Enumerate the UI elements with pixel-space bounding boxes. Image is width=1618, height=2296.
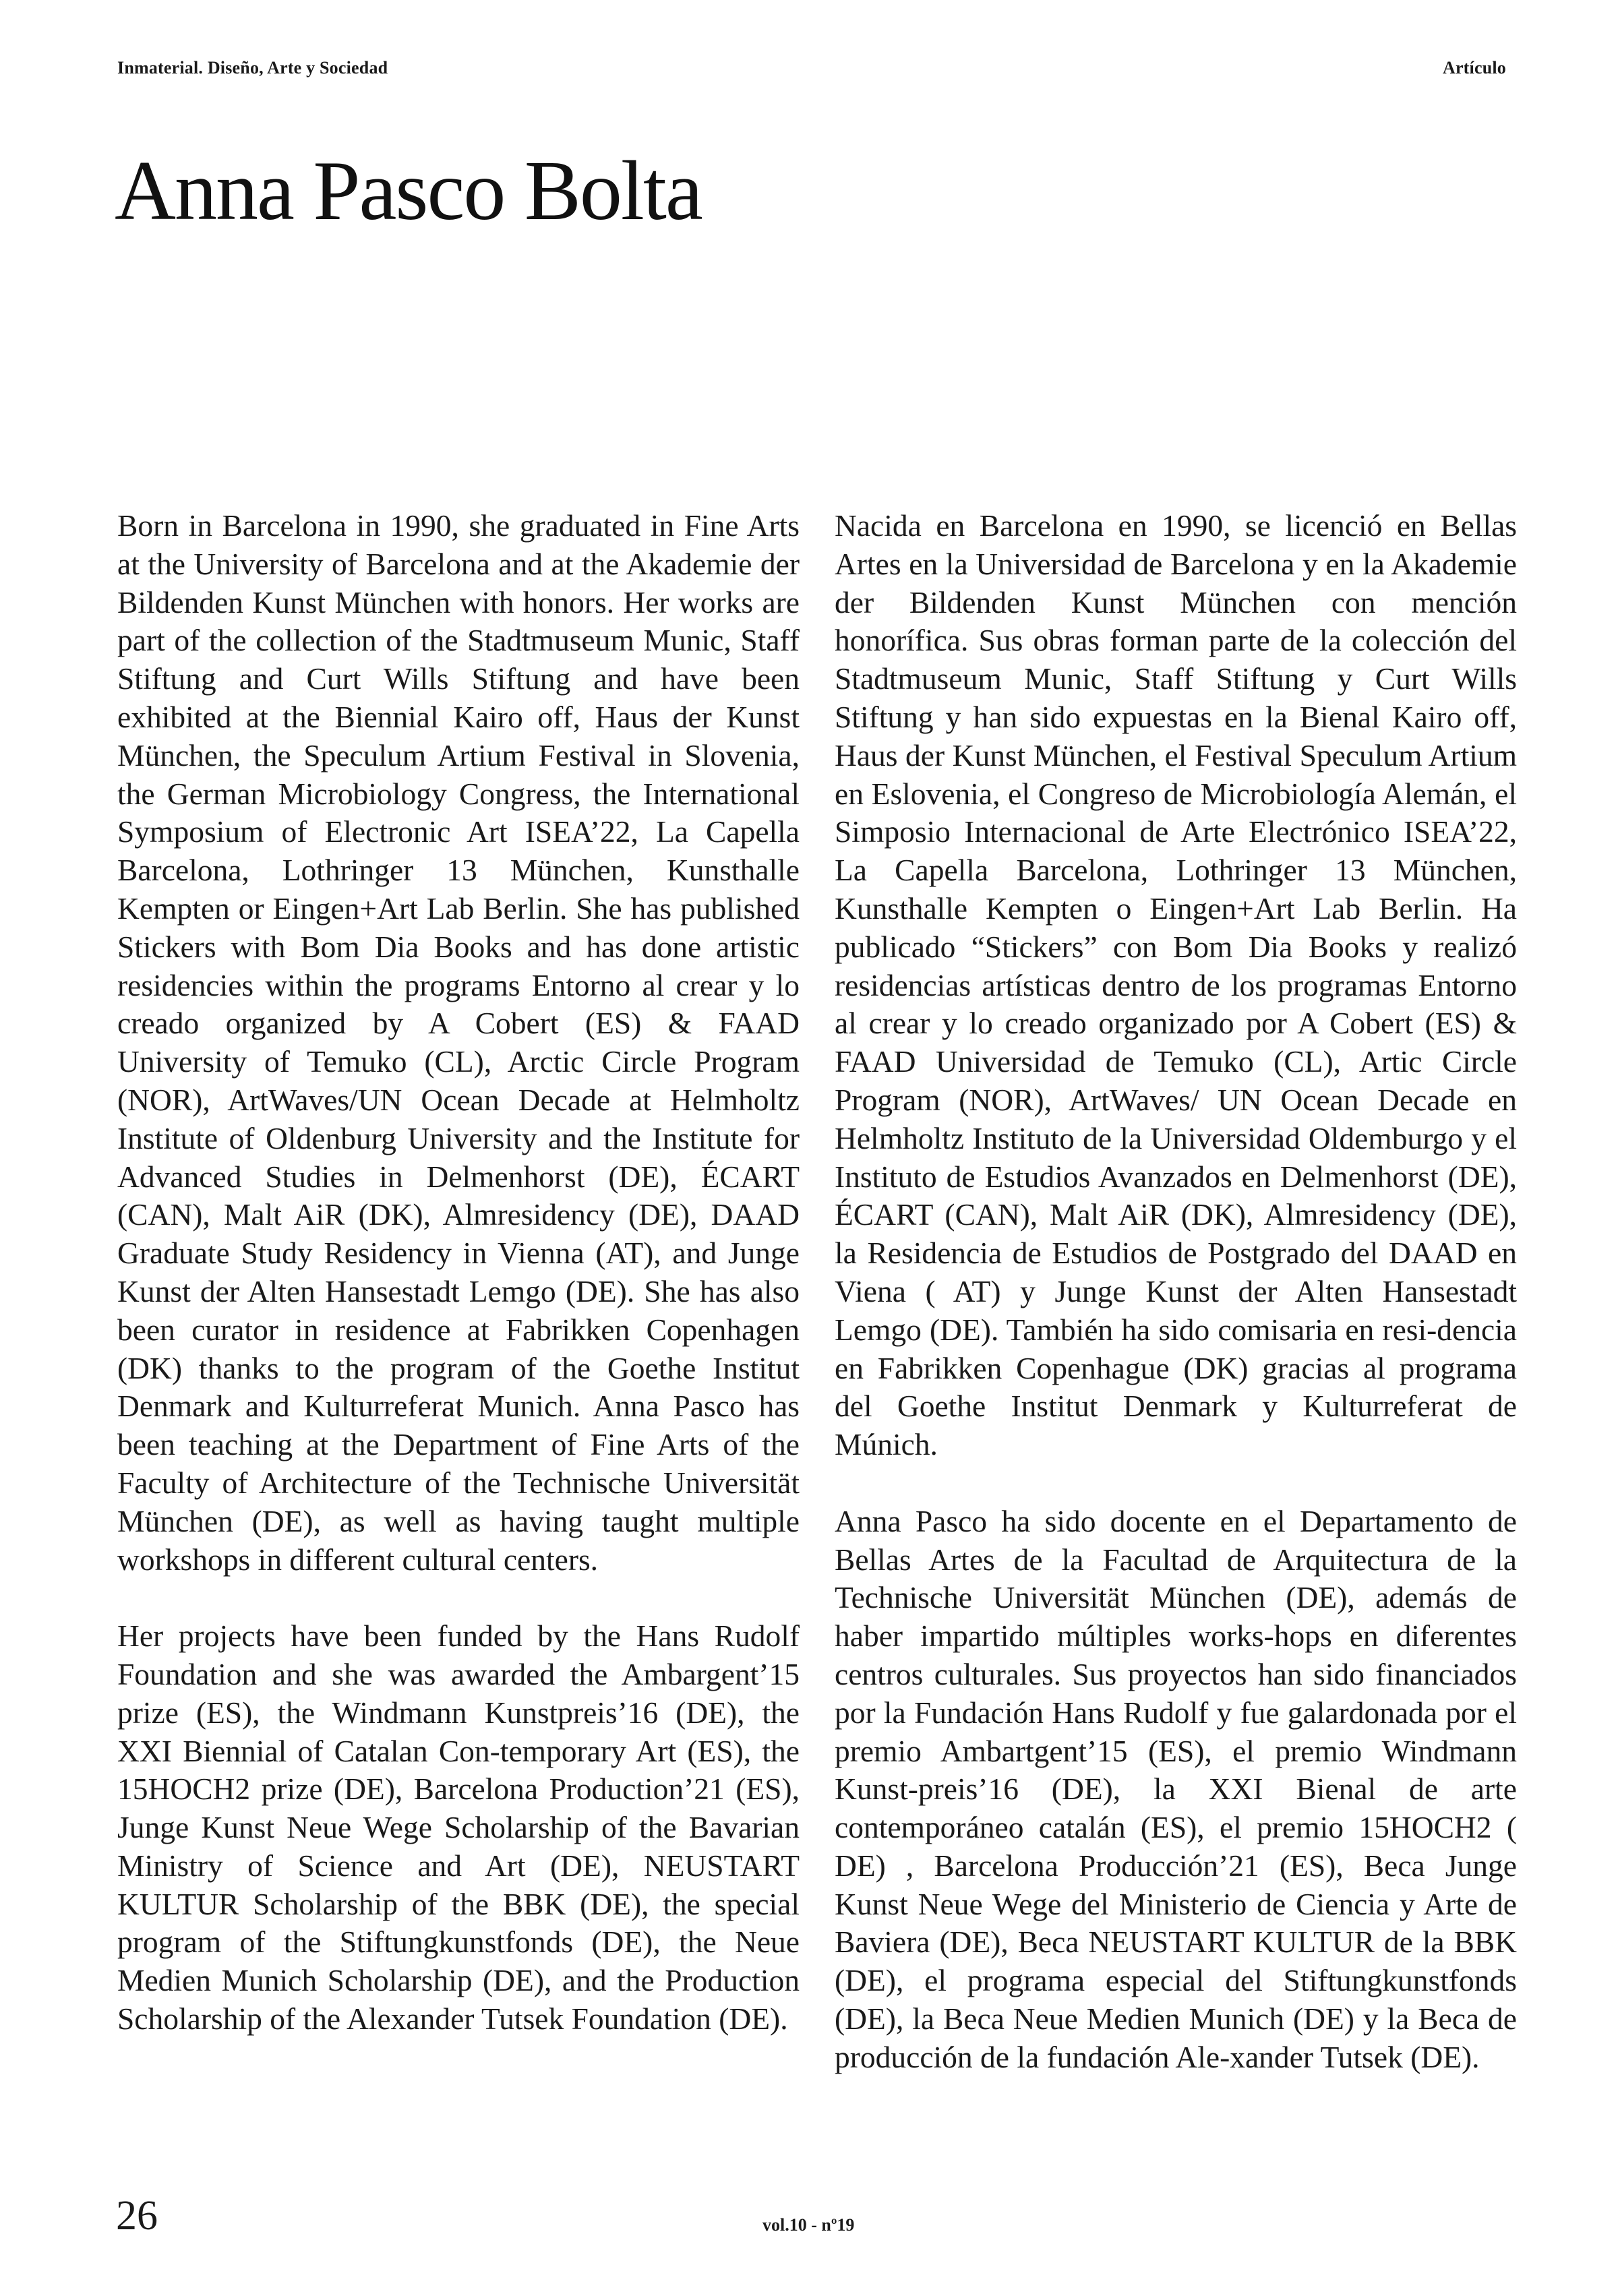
spanish-paragraph-1: Nacida en Barcelona en 1990, se licenció en Bellas Artes en la Universidad de Barcelona y en la Akademie der Bildenden Kunst München con mención honorífica. Sus obras forman parte de la colección del Stadtmuseum Munic, Staff Stiftung y Curt Wills Stiftung y han sido expuestas en la Bienal Kairo off, Haus der Kunst München, el Festival Speculum Artium en Eslovenia, el Congreso de Microbiología Alemán, el Simposio Internacional de Arte Electrónico ISEA’22, La Capella Barcelona, Lothringer 13 München, Kunsthalle Kempten o Eingen+Art Lab Berlin. Ha publicado “Stickers” con Bom Dia Books y realizó residencias artísticas dentro de los programas Entorno al crear y lo creado organizado por A Cobert (ES) & FAAD Universidad de Temuko (CL), Artic Circle Program (NOR), ArtWaves/ UN Ocean Decade en Helmholtz Instituto de la Universidad Oldemburgo y el Instituto de Estudios Avanzados en Delmenhorst (DE), ÉCART (CAN), Malt AiR (DK), Almresidency (DE), la Residencia de Estudios de Postgrado del DAAD en Viena ( AT) y Junge Kunst der Alten Hansestadt Lemgo (DE). También ha sido comisaria en resi-dencia en Fabrikken Copenhague (DK) gracias al programa del Goethe Institut Denmark y Kulturreferat de Múnich. bbox=[835, 508, 1517, 1462]
issue-label: vol.10 - nº19 bbox=[762, 2215, 855, 2235]
journal-name: Inmaterial. Diseño, Arte y Sociedad bbox=[117, 58, 388, 78]
spanish-column bbox=[835, 507, 1517, 2077]
english-column bbox=[117, 507, 800, 2038]
english-paragraph-2: Her projects have been funded by the Hans Rudolf Foundation and she was awarded the Ambargent’15 prize (ES), the Windmann Kunstpreis’16 (DE), the XXI Biennial of Catalan Con-temporary Art (ES), the 15HOCH2 prize (DE), Barcelona Production’21 (ES), Junge Kunst Neue Wege Scholarship of the Bavarian Ministry of Science and Art (DE), NEUSTART KULTUR Scholarship of the BBK (DE), the special program of the Stiftungkunstfonds (DE), the Neue Medien Munich Scholarship (DE), and the Production Scholarship of the Alexander Tutsek Foundation (DE). bbox=[117, 1619, 800, 2036]
spanish-paragraph-2: Anna Pasco ha sido docente en el Departamento de Bellas Artes de la Facultad de Arquitectura de la Technische Universität München (DE), además de haber impartido múltiples works-hops en diferentes centros culturales. Sus proyectos han sido financiados por la Fundación Hans Rudolf y fue galardonada por el premio Ambartgent’15 (ES), el premio Windmann Kunst-preis’16 (DE), la XXI Bienal de arte contemporáneo catalán (ES), el premio 15HOCH2 ( DE) , Barcelona Producción’21 (ES), Beca Junge Kunst Neue Wege del Ministerio de Ciencia y Arte de Baviera (DE), Beca NEUSTART KULTUR de la BBK (DE), el programa especial del Stiftungkunstfonds (DE), la Beca Neue Medien Munich (DE) y la Beca de producción de la fundación Ale-xander Tutsek (DE). bbox=[835, 1503, 1517, 2074]
english-paragraph-1: Born in Barcelona in 1990, she graduated in Fine Arts at the University of Barcelona and at the Akademie der Bildenden Kunst München with honors. Her works are part of the collection of the Stadtmuseum Munic, Staff Stiftung and Curt Wills Stiftung and have been exhibited at the Biennial Kairo off, Haus der Kunst München, the Speculum Artium Festival in Slovenia, the German Microbiology Congress, the International Symposium of Electronic Art ISEA’22, La Capella Barcelona, Lothringer 13 München, Kunsthalle Kempten or Eingen+Art Lab Berlin. She has published Stickers with Bom Dia Books and has done artistic residencies within the programs Entorno al crear y lo creado organized by A Cobert (ES) & FAAD University of Temuko (CL), Arctic Circle Program (NOR), ArtWaves/UN Ocean Decade at Helmholtz Institute of Oldenburg University and the Institute for Advanced Studies in Delmenhorst (DE), ÉCART (CAN), Malt AiR (DK), Almresidency (DE), DAAD Graduate Study Residency in Vienna (AT), and Junge Kunst der Alten Hansestadt Lemgo (DE). She has also been curator in residence at Fabrikken Copenhagen (DK) thanks to the program of the Goethe Institut Denmark and Kulturreferat Munich. Anna Pasco has been teaching at the Department of Fine Arts of the Faculty of Architecture of the Technische Universität München (DE), as well as having taught multiple workshops in different cultural centers. bbox=[117, 508, 800, 1577]
page-number: 26 bbox=[116, 2193, 158, 2239]
section-label: Artículo bbox=[1442, 58, 1506, 78]
article-title: Anna Pasco Bolta bbox=[115, 144, 702, 238]
